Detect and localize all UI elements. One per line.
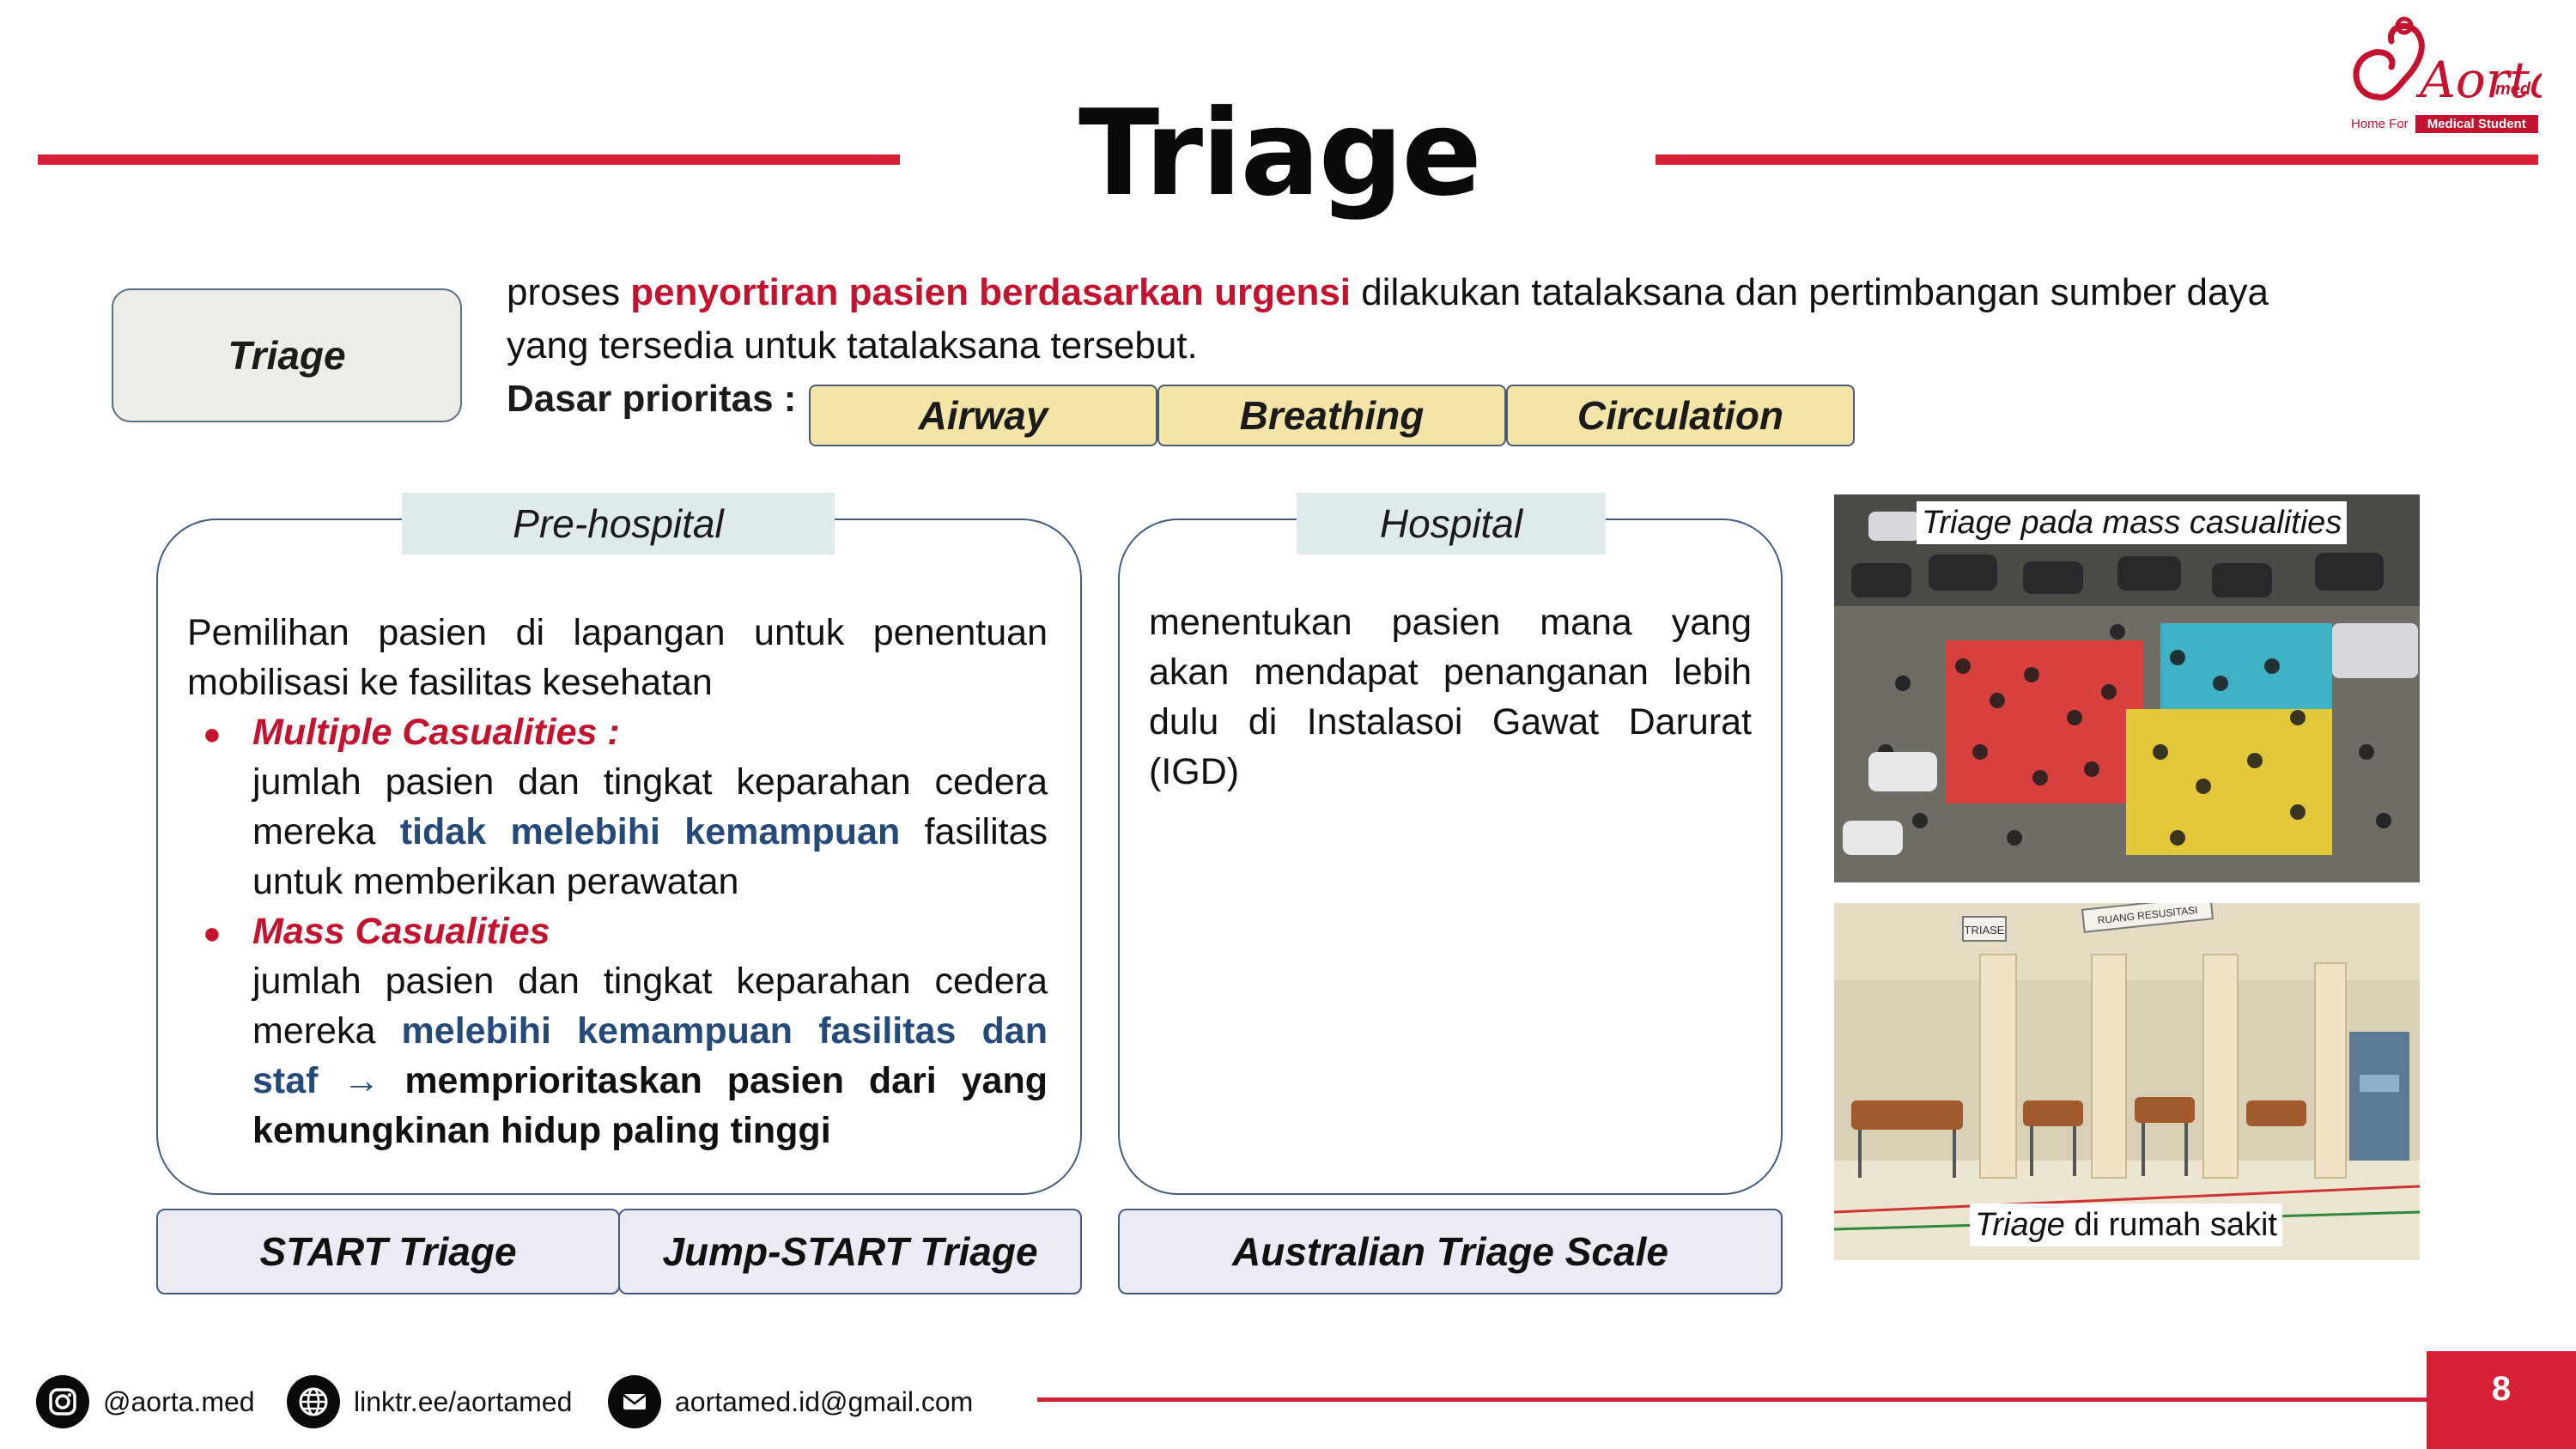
item-text: jumlah pasien dan tingkat keparahan cedera mereka bbox=[252, 761, 1048, 852]
priority-label: Dasar prioritas : bbox=[507, 378, 797, 420]
caption-rest: di rumah sakit bbox=[2064, 1207, 2277, 1243]
australian-triage-scale-button[interactable]: Australian Triage Scale bbox=[1118, 1209, 1783, 1294]
item-strong: memprioritaskan pasien dari yang kemungkinan hidup paling tinggi bbox=[252, 1060, 1048, 1151]
logo-tagline-right: Medical Student bbox=[2415, 115, 2538, 133]
priority-circulation: Circulation bbox=[1506, 385, 1855, 446]
triage-term-box: Triage bbox=[112, 288, 462, 422]
item-title: Multiple Casualities : bbox=[252, 712, 620, 753]
prehospital-content bbox=[187, 608, 1048, 1155]
item-emphasis: melebihi kemampuan fasilitas dan staf bbox=[252, 1010, 1048, 1101]
caption-italic: Triage bbox=[1975, 1207, 2065, 1243]
item-description bbox=[187, 757, 1048, 906]
slide-title: Triage bbox=[1078, 84, 1480, 222]
item-text: jumlah pasien dan tingkat keparahan cedera mereka bbox=[252, 961, 1048, 1052]
logo-tagline-left: Home For bbox=[2351, 117, 2409, 131]
footer-email[interactable] bbox=[608, 1375, 973, 1428]
definition-text-after: dilakukan tatalaksana dan pertimbangan sumber daya yang tersedia untuk tatalaksana tersebut. bbox=[507, 271, 2269, 367]
triase-sign: TRIASE bbox=[1964, 924, 2005, 937]
footer-instagram[interactable] bbox=[36, 1375, 255, 1428]
hospital-description: menentukan pasien mana yang akan mendapat penanganan lebih dulu di Instalasoi Gawat Darurat (IGD) bbox=[1149, 602, 1752, 792]
mass-casualties-caption: Triage pada mass casualities bbox=[1917, 501, 2347, 544]
definition-text-before: proses bbox=[507, 271, 631, 313]
instagram-handle: @aorta.med bbox=[103, 1385, 255, 1417]
logo-wordmark: Aort bbox=[2420, 51, 2530, 109]
prehospital-tab: Pre-hospital bbox=[402, 493, 835, 555]
bullet-dot: ● bbox=[203, 915, 222, 950]
definition-highlight: penyortiran pasien berdasarkan urgensi bbox=[630, 271, 1352, 313]
hospital-tab: Hospital bbox=[1297, 493, 1606, 555]
globe-icon bbox=[287, 1375, 340, 1428]
resus-sign: RUANG RESUSITASI bbox=[2097, 903, 2199, 927]
arrow-icon: → bbox=[343, 1060, 380, 1101]
instagram-icon bbox=[36, 1375, 89, 1428]
triage-definition bbox=[507, 266, 2310, 373]
header-rule-right bbox=[1656, 155, 2538, 165]
priority-breathing: Breathing bbox=[1157, 385, 1506, 446]
item-title: Mass Casualities bbox=[252, 911, 550, 952]
link-text: linktr.ee/aortamed bbox=[354, 1385, 573, 1417]
footer-rule bbox=[1037, 1397, 2430, 1402]
hospital-triage-caption bbox=[1970, 1203, 2282, 1246]
item-emphasis: tidak melebihi kemampuan bbox=[399, 811, 901, 852]
prehospital-intro: Pemilihan pasien di lapangan untuk penentuan mobilisasi ke fasilitas kesehatan bbox=[187, 612, 1048, 703]
header-rule-left bbox=[38, 155, 900, 165]
page-number: 8 bbox=[2427, 1351, 2576, 1449]
mass-casualties-photo bbox=[1834, 494, 2420, 882]
footer-link[interactable] bbox=[287, 1375, 572, 1428]
priority-airway: Airway bbox=[809, 385, 1157, 446]
start-triage-button[interactable]: START Triage bbox=[156, 1209, 620, 1294]
item-description bbox=[187, 956, 1048, 1155]
email-text: aortamed.id@gmail.com bbox=[675, 1385, 974, 1417]
mail-icon bbox=[608, 1375, 661, 1428]
list-item bbox=[187, 906, 1048, 956]
list-item bbox=[187, 707, 1048, 757]
item-text-end: fasilitas untuk memberikan perawatan bbox=[252, 811, 1048, 902]
bullet-dot: ● bbox=[203, 716, 222, 751]
jumpstart-triage-button[interactable]: Jump-START Triage bbox=[618, 1209, 1082, 1294]
logo-tagline bbox=[2351, 115, 2538, 133]
logo-suffix: med bbox=[2495, 80, 2531, 99]
